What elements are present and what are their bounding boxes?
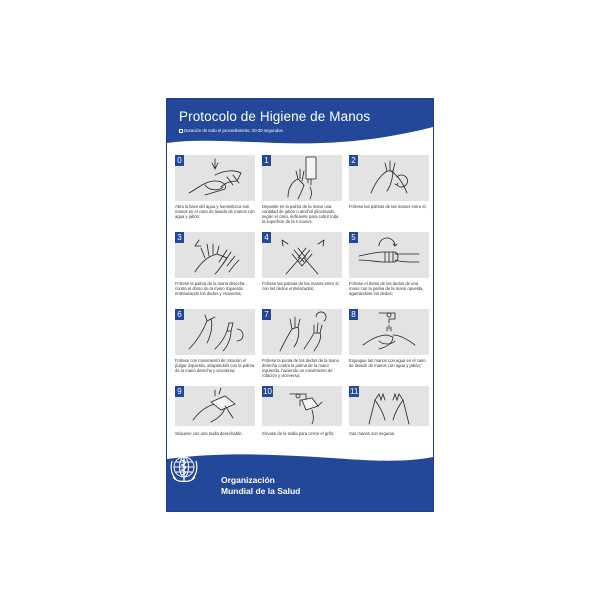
interlaced-fingers-icon — [262, 232, 342, 278]
back-of-fingers-icon — [349, 232, 429, 278]
thumb-rotation-icon — [175, 309, 255, 355]
soap-dispenser-icon — [262, 155, 342, 201]
step-description: Enjuague las manos con agua en el caso de lavado de manos con agua y jabón; — [349, 358, 426, 368]
clock-icon — [179, 129, 183, 133]
poster-header — [167, 99, 433, 145]
step-3 — [175, 232, 255, 302]
step-number: 9 — [175, 386, 184, 397]
org-name-line1: Organización — [221, 475, 275, 485]
dry-towel-icon — [175, 386, 255, 426]
palm-over-dorsum-icon — [175, 232, 255, 278]
step-description: Deposite en la palma de la mano una cantidad de jabón o alcohol glicerinado según el caso, suficiente para cubrir toda la superficie de la s manos. — [262, 204, 339, 224]
who-emblem-icon — [167, 451, 201, 485]
step-6 — [175, 309, 255, 379]
rinse-hands-icon — [349, 309, 429, 355]
step-4 — [262, 232, 342, 302]
step-number: 4 — [262, 232, 271, 243]
step-11 — [349, 386, 429, 456]
step-description: Séquese con una toalla desechable; — [175, 431, 243, 436]
step-7 — [262, 309, 342, 379]
step-number: 7 — [262, 309, 271, 320]
step-10 — [262, 386, 342, 456]
step-description: Sus manos son seguras. — [349, 431, 396, 436]
hand-hygiene-poster — [166, 98, 434, 512]
fingertips-rotation-icon — [262, 309, 342, 355]
step-number: 10 — [263, 387, 272, 396]
step-8 — [349, 309, 429, 379]
footer-wave — [167, 451, 433, 465]
step-number: 8 — [349, 309, 358, 320]
step-description: Frótese la punta de los dedos de la mano derecha contra la palma de la mano izquierda, haciendo un movimiento de rotación y viceversa; — [262, 358, 340, 378]
step-description: Sírvase de la toalla para cerrar el grifo; — [262, 431, 335, 436]
step-number: 0 — [175, 155, 184, 166]
step-1 — [262, 155, 342, 225]
step-number: 1 — [262, 155, 271, 166]
step-9 — [175, 386, 255, 456]
wet-hands-icon — [175, 155, 255, 201]
close-tap-icon — [262, 386, 342, 426]
step-0 — [175, 155, 255, 225]
step-number: 5 — [349, 232, 358, 243]
steps-grid — [175, 155, 429, 455]
step-number: 11 — [350, 387, 359, 396]
step-5 — [349, 232, 429, 302]
step-description: Frótese con movimiento de rotación el pulgar izquierdo, atrapándolo con la palma de la mano derecha y viceversa; — [175, 358, 255, 373]
org-name-line2: Mundial de la Salud — [221, 486, 301, 496]
step-description: Frótese el dorso de los dedos de una mano con la palma de la mano opuesta, agarrándose los dedos; — [349, 281, 424, 296]
step-description: Frótese la palma de la mano derecha contra el dorso de la mano izquierda entrelazando los dedos y viceversa; — [175, 281, 245, 296]
step-number: 3 — [175, 232, 184, 243]
poster-subtitle: Duración de todo el procedimiento: 20-30 segundos. — [179, 128, 284, 133]
step-description: Frótese las palmas de las manos entre sí, con los dedos entrelazados; — [262, 281, 340, 291]
step-number: 6 — [175, 309, 184, 320]
step-description: Abra la llave del agua y humedezca sus manos en el caso de lavado de manos con agua y jabón; — [175, 204, 255, 219]
step-description: Frótese las palmas de las manos entre sí; — [349, 204, 427, 209]
safe-hands-icon — [349, 386, 429, 426]
poster-title: Protocolo de Higiene de Manos — [179, 109, 371, 124]
poster-footer — [167, 461, 433, 511]
rub-palms-icon — [349, 155, 429, 201]
step-number: 2 — [349, 155, 358, 166]
step-2 — [349, 155, 429, 225]
